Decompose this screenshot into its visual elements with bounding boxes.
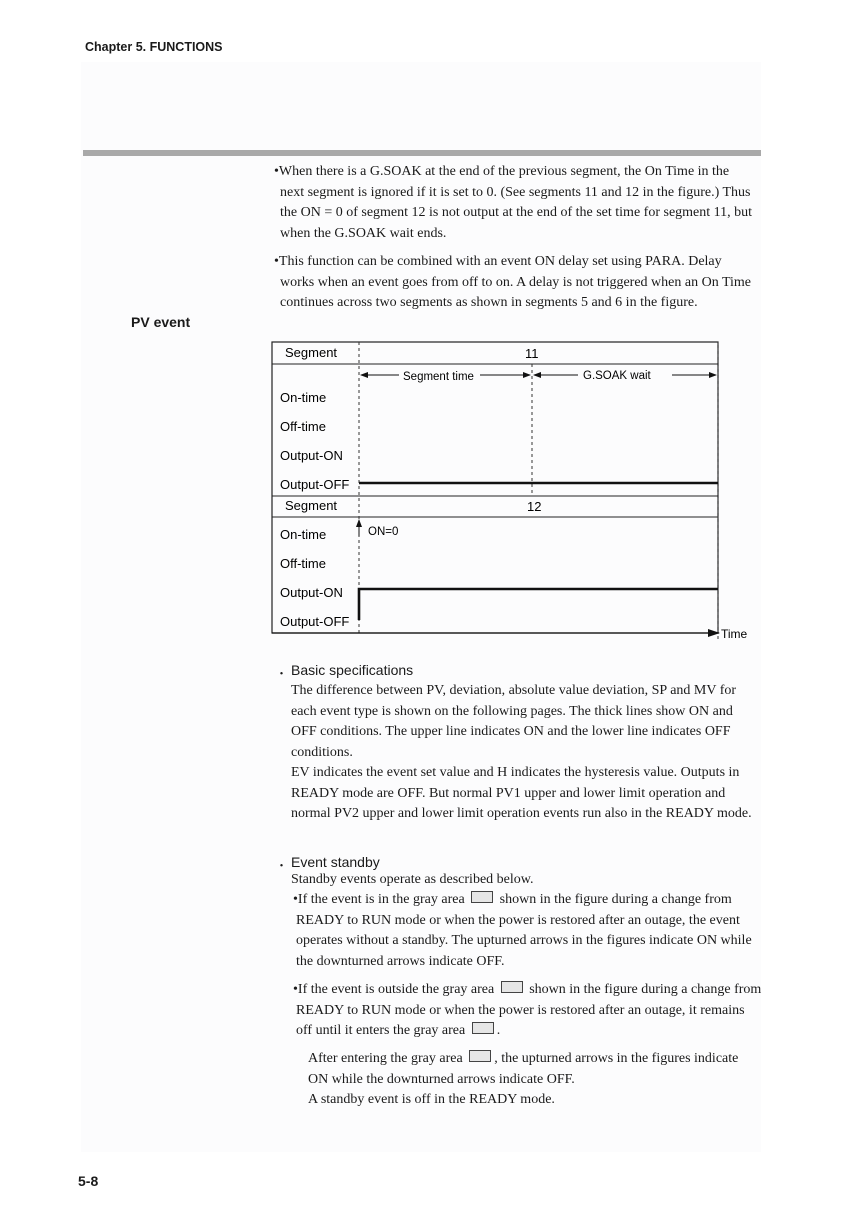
standby-item-in-gray	[293, 890, 762, 972]
basic-spec-body-2: EV indicates the event set value and H indicates the hysteresis value. Outputs in READY mode are OFF. But normal PV1 upper and lower limit operation and normal PV2 upper and lower limit operation events run also in the READY mode.	[291, 765, 752, 821]
event-standby-title: Event standby	[291, 854, 380, 870]
intro-bullet-delay-rest: works when an event goes from off to on. A delay is not triggered when an On Time continues across two segments as shown in segments 5 and 6 in the figure.	[280, 274, 752, 310]
gsoak-wait-label: G.SOAK wait	[583, 370, 651, 382]
gray-area-swatch	[472, 1022, 494, 1034]
seg1-row-off-time: Off-time	[280, 419, 326, 434]
intro-bullet-delay-first: •This function can be combined with an event ON delay set using PARA. Delay	[274, 254, 722, 269]
page-number: 5-8	[78, 1173, 99, 1189]
on-zero-label: ON=0	[368, 526, 399, 538]
seg1-row-output-off: Output-OFF	[280, 477, 350, 492]
standby-ready-note: A standby event is off in the READY mode.	[308, 1092, 555, 1107]
intro-bullet-gsoak-rest: next segment is ignored if it is set to 0. (See segments 11 and 12 in the figure.) Thus the ON = 0 of segment 12 is not output at the end of the set time for segment 11, but when the G.SOAK wait ends.	[280, 184, 753, 241]
segment1-number: 11	[525, 346, 539, 361]
chapter-header: Chapter 5. FUNCTIONS	[85, 40, 223, 54]
basic-spec-title: Basic specifications	[291, 662, 414, 678]
seg1-row-output-on: Output-ON	[280, 448, 343, 463]
gray-area-swatch	[501, 981, 523, 993]
seg2-row-on-time: On-time	[280, 527, 327, 542]
standby-after-text-a: After entering the gray area	[308, 1051, 463, 1066]
gray-area-swatch	[469, 1050, 491, 1062]
standby-after-text-b: , the upturned arrows in the figures indicate ON while the downturned arrows indicate OFF.	[308, 1051, 739, 1087]
standby-item1-text-b: shown in the figure during a change from READY to RUN mode or when the power is restored after an outage, the event operates without a standby. The upturned arrows in the figures indicate ON while the downturned arrows indicate OFF.	[296, 892, 752, 969]
standby-item2-text-b: shown in the figure during a change from READY to RUN mode or when the power is restored after an outage, it remains off until it enters the gray area	[296, 982, 762, 1038]
segment2-label: Segment	[285, 498, 338, 513]
standby-item2-text-a: •If the event is outside the gray area	[293, 982, 495, 997]
time-axis-label: Time	[721, 627, 748, 641]
basic-spec-bullet: ・	[275, 666, 289, 681]
seg2-row-output-off: Output-OFF	[280, 614, 350, 629]
seg2-output-on-line	[359, 589, 718, 620]
standby-after-entering	[308, 1049, 762, 1111]
segment1-label: Segment	[285, 345, 338, 360]
standby-item1-text-a: •If the event is in the gray area	[293, 892, 465, 907]
intro-bullet-gsoak-first: •When there is a G.SOAK at the end of the previous segment, the On Time in the	[274, 164, 730, 179]
standby-item2-text-c: .	[496, 1023, 501, 1038]
seg2-row-off-time: Off-time	[280, 556, 326, 571]
section-title-pv-event: PV event	[131, 314, 191, 330]
seg2-row-output-on: Output-ON	[280, 585, 343, 600]
event-standby-lead: Standby events operate as described below.	[291, 872, 534, 887]
gray-area-swatch	[471, 891, 493, 903]
seg1-row-on-time: On-time	[280, 390, 327, 405]
event-standby-bullet: ・	[275, 858, 289, 873]
standby-item-outside-gray	[293, 980, 762, 1042]
segment2-number: 12	[527, 499, 542, 514]
basic-spec-body-1: The difference between PV, deviation, absolute value deviation, SP and MV for each event type is shown on the following pages. The thick lines show ON and OFF conditions. The upper line indicates ON and the lower line indicates OFF conditions.	[291, 683, 737, 760]
segment-time-label: Segment time	[403, 371, 474, 383]
